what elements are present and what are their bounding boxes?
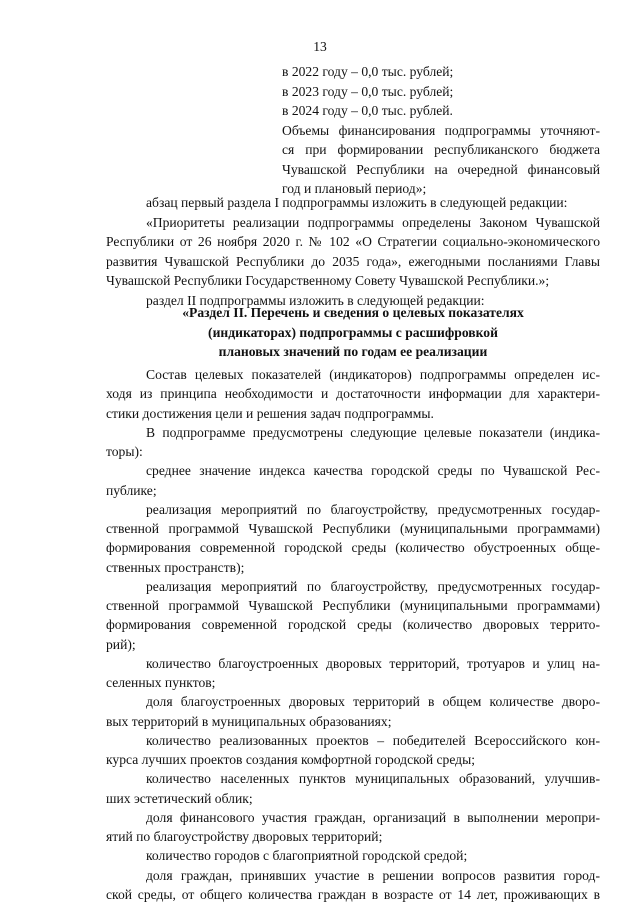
body-line: стики достижения цели и решения задач подпрограммы.: [106, 405, 434, 421]
body-line: количество благоустроенных дворовых территорий, тротуаров и улиц на-: [146, 655, 600, 671]
body-line: ятий по благоустройству дворовых территорий;: [106, 829, 383, 844]
body-line: ственных пространств);: [106, 559, 245, 575]
text-line: ся при формировании республиканского бюджета: [282, 142, 600, 157]
paragraph-line: Республики от 26 ноября 2020 г. № 102 «О Стратегии социально-экономического: [106, 234, 600, 249]
body-line: количество населенных пунктов муниципальных образований, улучшив-: [146, 771, 600, 787]
heading-line: плановых значений по годам ее реализации: [218, 344, 488, 359]
body-line: среднее значение индекса качества городской среды по Чувашской Рес-: [146, 463, 600, 479]
heading-line: (индикаторах) подпрограммы с расшифровкой: [208, 324, 498, 340]
body-line: количество городов с благоприятной городской средой;: [146, 848, 468, 864]
body-line: реализация мероприятий по благоустройству, предусмотренных государ-: [146, 578, 600, 594]
paragraph-line: раздел II подпрограммы изложить в следующей редакции:: [146, 292, 485, 308]
body-line: рий);: [106, 636, 136, 652]
body-line: формирования современной городской среды (количество обустроенных обще-: [106, 540, 600, 556]
body-line: формирования современной городской среды (количество дворовых террито-: [106, 617, 600, 633]
body-line: ственной программой Чувашской Республики (муниципальными программами): [106, 598, 600, 613]
paragraph-line: Чувашской Республики Государственному Совету Чувашской Республики.»;: [106, 273, 550, 288]
text-line: Чувашской Республики на очередной финансовый: [282, 161, 600, 177]
body-line: торы):: [106, 444, 143, 459]
heading-line: «Раздел II. Перечень и сведения о целевых показателях: [182, 305, 524, 320]
body-line: Состав целевых показателей (индикаторов) подпрограммы определен ис-: [146, 367, 600, 382]
body-line: селенных пунктов;: [106, 675, 216, 690]
text-line: Объемы финансирования подпрограммы уточняют-: [282, 122, 600, 138]
paragraph-line: развития Чувашской Республики до 2035 года», ежегодными посланиями Главы: [106, 253, 600, 269]
body-line: количество реализованных проектов – победителей Всероссийского кон-: [146, 732, 600, 748]
body-line: доля финансового участия граждан, организаций в выполнении меропри-: [146, 809, 600, 825]
text-line: год и плановый период»;: [282, 181, 427, 196]
text-line: в 2023 году – 0,0 тыс. рублей;: [282, 83, 454, 99]
paragraph-line: «Приоритеты реализации подпрограммы определены Законом Чувашской: [146, 214, 600, 230]
body-line: реализация мероприятий по благоустройству, предусмотренных государ-: [146, 501, 600, 517]
text-line: в 2024 году – 0,0 тыс. рублей.: [282, 103, 453, 118]
financing-block: [282, 62, 600, 199]
body-line: доля граждан, принявших участие в решении вопросов развития город-: [146, 867, 600, 883]
body-line: публике;: [106, 482, 157, 498]
body-line: ственной программой Чувашской Республики (муниципальными программами): [106, 521, 600, 536]
body-line: В подпрограмме предусмотрены следующие целевые показатели (индика-: [146, 424, 600, 440]
body-line: вых территорий в муниципальных образованиях;: [106, 713, 392, 729]
body-line: курса лучших проектов создания комфортной городской среды;: [106, 752, 476, 767]
body-line: ходя из принципа необходимости и достаточности информации для характери-: [106, 386, 600, 402]
section-body: [106, 365, 600, 904]
section-heading: [106, 303, 600, 362]
paragraph-line: абзац первый раздела I подпрограммы изложить в следующей редакции:: [146, 195, 568, 210]
page-number: 13: [313, 39, 327, 54]
body-line: ших эстетический облик;: [106, 790, 253, 806]
body-line: ской среды, от общего количества граждан в возрасте от 14 лет, проживающих в: [106, 886, 600, 902]
text-line: в 2022 году – 0,0 тыс. рублей;: [282, 64, 454, 79]
amendment-paragraphs: [106, 193, 600, 310]
body-line: доля благоустроенных дворовых территорий в общем количестве дворо-: [146, 694, 600, 710]
